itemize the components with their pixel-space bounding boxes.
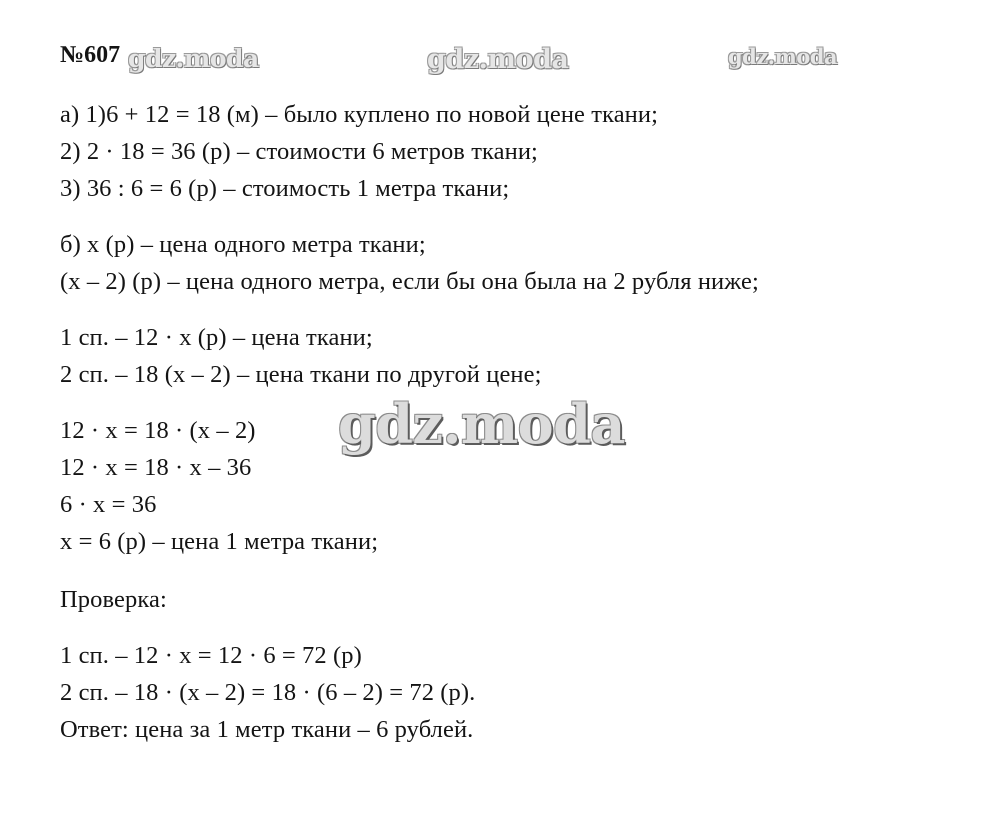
watermark-top-right: gdz.moda (728, 44, 838, 69)
answer: Ответ: цена за 1 метр ткани – 6 рублей. (60, 716, 474, 743)
part-b-variable: б) х (р) – цена одного метра ткани; (60, 231, 426, 258)
watermark-top-center: gdz.moda (427, 44, 569, 75)
check-method-1: 1 сп. – 12 · х = 12 · 6 = 72 (р) (60, 642, 362, 669)
method-2: 2 сп. – 18 (х – 2) – цена ткани по другой цене; (60, 361, 542, 388)
part-a-step-1: а) 1)6 + 12 = 18 (м) – было куплено по новой цене ткани; (60, 101, 659, 128)
part-b-variable-reduced: (х – 2) (р) – цена одного метра, если бы она была на 2 рубля ниже; (60, 268, 759, 295)
part-a-step-3: 3) 36 : 6 = 6 (р) – стоимость 1 метра ткани; (60, 175, 510, 202)
equation-line-1: 12 · х = 18 · (х – 2) (60, 417, 256, 444)
watermark-top-left: gdz.moda (128, 44, 259, 73)
watermark-center: gdz.moda (338, 392, 625, 456)
equation-line-2: 12 · х = 18 · х – 36 (60, 454, 252, 481)
check-method-2: 2 сп. – 18 · (х – 2) = 18 · (6 – 2) = 72 (р). (60, 679, 476, 706)
method-1: 1 сп. – 12 · х (р) – цена ткани; (60, 324, 373, 351)
equation-line-3: 6 · х = 36 (60, 491, 157, 518)
problem-number: №607 (60, 42, 121, 68)
part-a-step-2: 2) 2 · 18 = 36 (р) – стоимости 6 метров ткани; (60, 138, 538, 165)
equation-result: х = 6 (р) – цена 1 метра ткани; (60, 528, 379, 555)
check-label: Проверка: (60, 586, 167, 613)
